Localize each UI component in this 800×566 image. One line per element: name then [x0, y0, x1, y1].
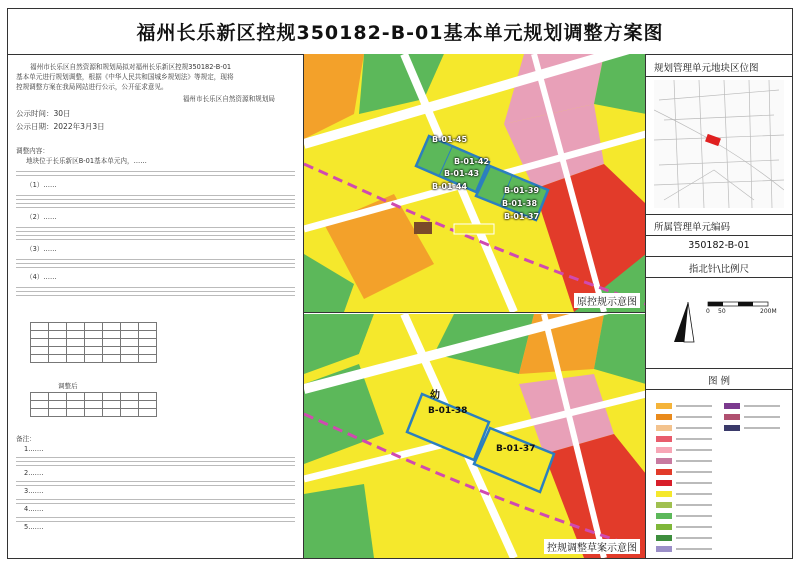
- divider: [304, 312, 646, 313]
- intro-line: 控规调整方案在我局网站进行公示，公开征求意见。: [16, 83, 168, 91]
- legend-swatch: [724, 425, 740, 431]
- parcel-label: B-01-37: [496, 444, 536, 454]
- compass-heading: 指北针\比例尺: [688, 264, 750, 275]
- plan-sheet: [7, 8, 793, 559]
- body-line: 地块位于长乐新区B-01基本单元内，……: [26, 157, 147, 165]
- scale-tick: 200M: [760, 308, 777, 315]
- body-line: （3）……: [26, 245, 57, 253]
- legend-text-blur: [744, 427, 780, 429]
- legend-text-blur: [676, 548, 712, 550]
- original-plan-map-graphic: [304, 54, 646, 312]
- blurred-text: [16, 478, 295, 486]
- note-line: 1.……: [24, 445, 44, 453]
- body-line: （2）……: [26, 213, 57, 221]
- intro-line: 基本单元进行规划调整，根据《中华人民共和国城乡规划法》等规定，现将: [16, 73, 234, 81]
- note-line: 3.……: [24, 487, 44, 495]
- blurred-text: [16, 192, 295, 210]
- location-heading: 规划管理单元地块区位图: [654, 63, 759, 74]
- blurred-text: [16, 514, 295, 522]
- parcel-label: B-01-42: [454, 157, 490, 166]
- parcel-label: B-01-38: [428, 406, 468, 416]
- divider: [646, 368, 792, 369]
- unit-code-heading: 所属管理单元编码: [654, 222, 731, 233]
- notes-heading: 备注：: [16, 435, 36, 443]
- signer: 福州市长乐区自然资源和规划局: [182, 95, 275, 103]
- table2-caption: 调整后: [58, 382, 78, 390]
- blurred-text: [16, 454, 295, 468]
- unit-code: 350182-B-01: [688, 240, 750, 251]
- adjustment-body: [16, 146, 295, 300]
- adjusted-plan-map: [304, 314, 646, 558]
- original-plan-caption: 原控规示意图: [574, 293, 640, 308]
- notice-date: 公示日期：2022年3月3日: [16, 122, 105, 131]
- intro-line: 福州市长乐区自然资源和规划局拟对福州长乐新区控规350182-B-01: [30, 63, 232, 71]
- scale-tick: 0: [706, 308, 710, 315]
- indicator-table-2: [30, 392, 157, 417]
- legend-heading: 图 例: [707, 376, 731, 387]
- intro-paragraph: [16, 62, 295, 92]
- divider: [646, 256, 792, 257]
- note-line: 2.……: [24, 469, 44, 477]
- kindergarten-label: 幼: [430, 390, 440, 401]
- maps-panel: [304, 54, 646, 558]
- blurred-text: [16, 224, 295, 242]
- parcel-label: B-01-44: [432, 182, 468, 191]
- notes: [16, 434, 295, 532]
- indicator-table-1: [30, 322, 157, 363]
- blurred-text: [16, 168, 295, 178]
- notice-panel: [8, 54, 304, 558]
- meta-panel: [646, 54, 792, 558]
- blurred-text: [16, 496, 295, 504]
- note-line: 4.……: [24, 505, 44, 513]
- parcel-label: B-01-39: [504, 186, 540, 195]
- north-arrow-icon: [654, 282, 784, 362]
- body-line: （4）……: [26, 273, 57, 281]
- scale-tick: 50: [718, 308, 726, 315]
- blurred-text: [16, 284, 295, 298]
- parcel-label: B-01-37: [504, 212, 540, 221]
- legend-item: [656, 538, 712, 557]
- divider: [646, 277, 792, 278]
- original-plan-map: [304, 54, 646, 312]
- section-heading: 调整内容：: [16, 147, 49, 155]
- adjusted-plan-caption: 控规调整草案示意图: [544, 539, 640, 554]
- adjusted-plan-map-graphic: [304, 314, 646, 558]
- divider: [646, 214, 792, 215]
- parcel-label: B-01-38: [502, 199, 538, 208]
- body-line: （1）……: [26, 181, 57, 189]
- blurred-text: [16, 256, 295, 270]
- page-title: 福州长乐新区控规350182-B-01基本单元规划调整方案图: [8, 9, 792, 55]
- divider: [646, 389, 792, 390]
- location-minimap-graphic: [654, 80, 784, 208]
- location-minimap: [654, 80, 784, 208]
- legend-item: [724, 417, 780, 436]
- notice-period: 公示时间：30日: [16, 109, 71, 118]
- divider: [646, 76, 792, 77]
- parcel-label: B-01-45: [432, 135, 468, 144]
- compass-scale: [654, 282, 784, 362]
- note-line: 5.……: [24, 523, 44, 531]
- divider: [646, 235, 792, 236]
- parcel-label: B-01-43: [444, 169, 480, 178]
- legend-swatch: [656, 546, 672, 552]
